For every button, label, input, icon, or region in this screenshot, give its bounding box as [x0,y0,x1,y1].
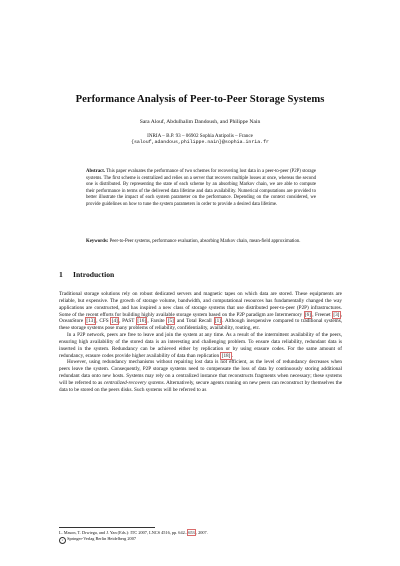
paragraph-text: , PAST [119,318,137,325]
paragraph [59,291,342,332]
paragraph [59,359,342,393]
citation-link[interactable]: [3] [333,311,340,318]
citation-link[interactable]: [13] [86,318,95,325]
page-footer [59,530,342,544]
copyright-line [59,536,342,544]
section-body [59,291,342,394]
paragraph-text: , Freenet [312,311,333,318]
keywords-text: Peer-to-Peer systems, performance evaluation, absorbing Markov chain, mean-field approximation. [108,239,301,244]
paragraph-text: . Although inexpensive compared to traditional systems, these storage systems pose many problems of reliability, confidentiality, availability, routing, etc. [59,318,343,332]
copyright-icon: c [59,537,66,544]
paragraph-text: and Total Recall [175,318,214,325]
citation-link[interactable]: [18] [221,352,231,359]
section-title: Introduction [73,270,115,279]
paragraph-text: In a P2P network, peers are free to leave and join the system at any time. As a result of the intermittent availability of the peers, ensuring high availability of the stored data is an interesting and challenging problem. To ensure data reliability, redundant data is inserted in the system. Redundancy can be achieved either by replication or by using erasure codes. For the same amount of redundancy, erasure codes provide higher availability of data than replication [59,332,342,359]
author-affiliation [0,133,400,146]
paper-title: Performance Analysis of Peer-to-Peer Storage Systems [75,94,325,105]
citation-link[interactable]: [1] [214,318,221,325]
abstract-label: Abstract. [86,169,106,174]
keywords-label: Keywords: [86,239,109,244]
paragraph-text: , CFS [96,318,111,325]
abstract-text: This paper evaluates the performance of two schemes for recovering lost data in a peer-to-peer (P2P) storage systems. The first scheme is centralized and relies on a server that recovers multiple losses at once, whereas the second one is distributed. By representing the state of each scheme by an absorbing Markov chain, we are able to compute their performance in terms of the delivered data lifetime and data availability. Numerical computations are provided to better illustrate the impact of each system parameter on the performance. Depending on the context considered, we provide guidelines on how to tune the system parameters in order to provide a desired data lifetime. [86,169,316,207]
footer-text: , 2007. [195,530,208,535]
section-number: 1 [59,270,63,279]
paragraph-text: , Farsite [147,318,167,325]
affiliation-emails: {salouf,adandous,philippe.nain}@sophia.inria.fr [131,139,269,145]
page-link[interactable]: 653 [188,530,195,535]
citation-link[interactable]: [6] [304,311,311,318]
paragraph [59,332,342,359]
paper-authors: Sara Alouf, Abdulhalim Dandoush, and Philippe Nain [139,119,261,125]
emphasized-term: centralized-recovery systems [103,379,164,386]
section-heading [59,270,114,279]
paragraph-text: However, using redundancy mechanisms without repairing lost data is not efficient, as the level of redundancy decreases when peers leave the system. Consequently, P2P storage systems need to compensate the loss of data by continuously storing additional redundant data onto new hosts. Systems may rely on a centralized instance that reconstructs fragments when necessary; these systems will be referred to as [59,359,342,386]
footer-text: Springer-Verlag Berlin Heidelberg 2007 [66,536,136,542]
footer-text: L. Mason, T. Drwiega, and J. Yan (Eds.): ITC 2007, LNCS 4516, pp. 642– [59,530,187,535]
paragraph-text: , OceanStore [59,311,342,325]
citation-link[interactable]: [4] [111,318,118,325]
abstract [86,169,316,208]
footnote-rule [59,527,155,528]
keywords [86,239,316,246]
paragraph-text: . [231,352,233,359]
paragraph-text: Traditional storage solutions rely on robust dedicated servers and magnetic tapes on which data are stored. These equipments are reliable, but expensive. The growth of storage volume, bandwidth, and computational resources has fundamentally changed the way applications are constructed, and has inspired a new class of storage systems that use distributed peer-to-peer (P2P) infrastructures. Some of the recent efforts for building highly available storage system based on the P2P paradigm are Intermemory [59,291,342,318]
citation-link[interactable]: [16] [137,318,147,325]
citation-link[interactable]: [5] [167,318,174,325]
paragraph-text: . Alternatively, secure agents running on new peers can reconstruct by themselves the data to be stored on the peers disks. Such systems will be referred to as [59,379,343,393]
affiliation-address: INRIA – B.P. 93 – 06902 Sophia Antipolis – France [147,133,253,139]
